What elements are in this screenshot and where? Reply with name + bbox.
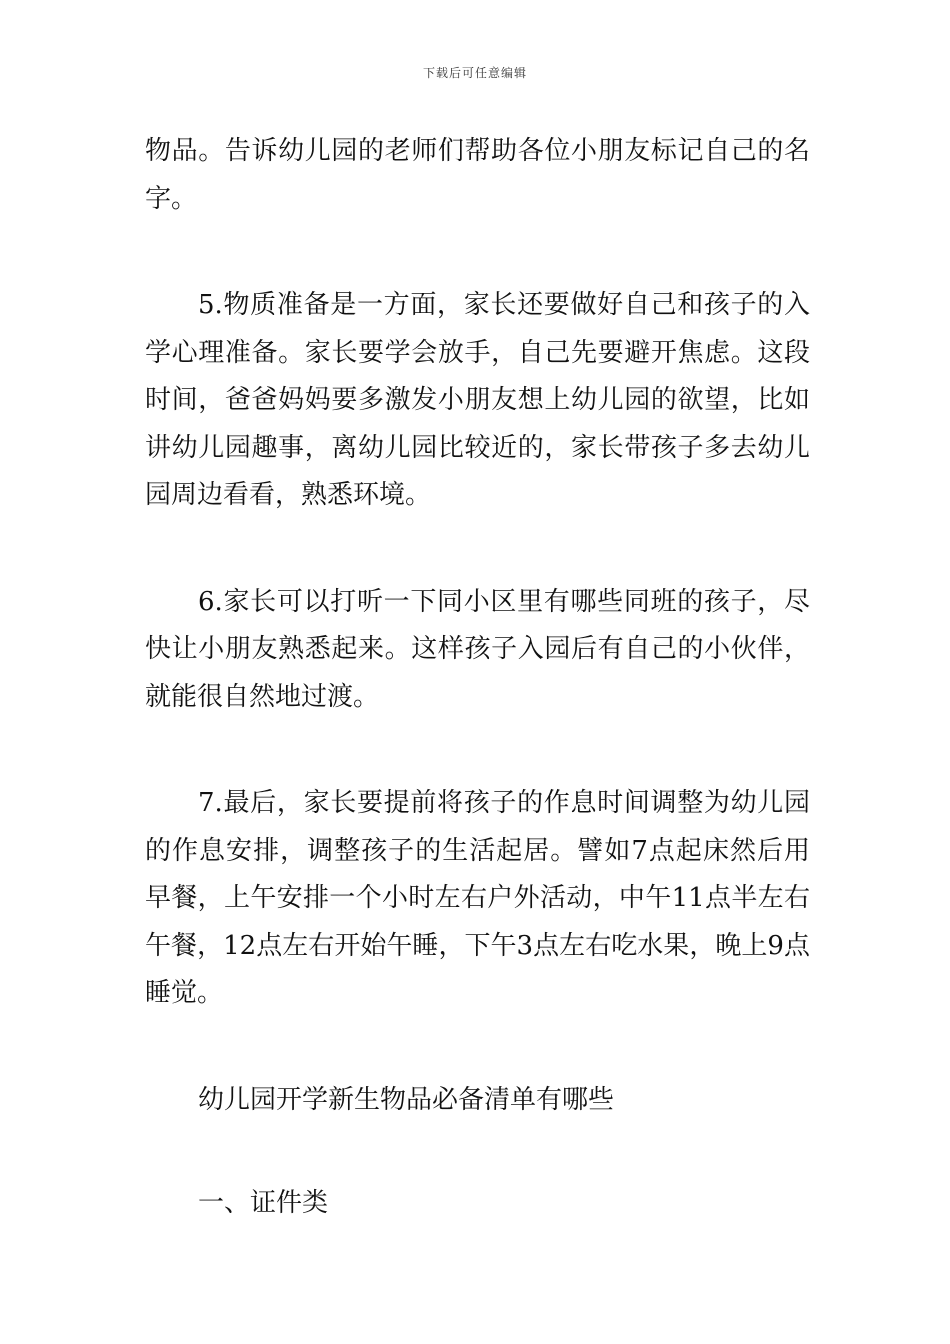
paragraph-item-7: 7.最后，家长要提前将孩子的作息时间调整为幼儿园的作息安排，调整孩子的生活起居。譬如7点起床然后用早餐，上午安排一个小时左右户外活动，中午11点半左右午餐，12点左右开始午睡，下午3点左右吃水果，晚上9点睡觉。 [145, 788, 810, 1008]
paragraph-item-6: 6.家长可以打听一下同小区里有哪些同班的孩子，尽快让小朋友熟悉起来。这样孩子入园后有自己的小伙伴，就能很自然地过渡。 [145, 586, 810, 712]
paragraph-continued: 物品。告诉幼儿园的老师们帮助各位小朋友标记自己的名字。 [145, 136, 810, 214]
page-header: 下载后可任意编辑 [422, 66, 527, 80]
section-heading: 幼儿园开学新生物品必备清单有哪些 [198, 1084, 615, 1115]
subsection-heading: 一、证件类 [198, 1188, 329, 1218]
document-body [145, 128, 810, 1228]
paragraph-item-5: 5.物质准备是一方面，家长还要做好自己和孩子的入学心理准备。家长要学会放手，自己先要避开焦虑。这段时间，爸爸妈妈要多激发小朋友想上幼儿园的欲望，比如讲幼儿园趣事，离幼儿园比较近的，家长带孩子多去幼儿园周边看看，熟悉环境。 [145, 290, 810, 510]
